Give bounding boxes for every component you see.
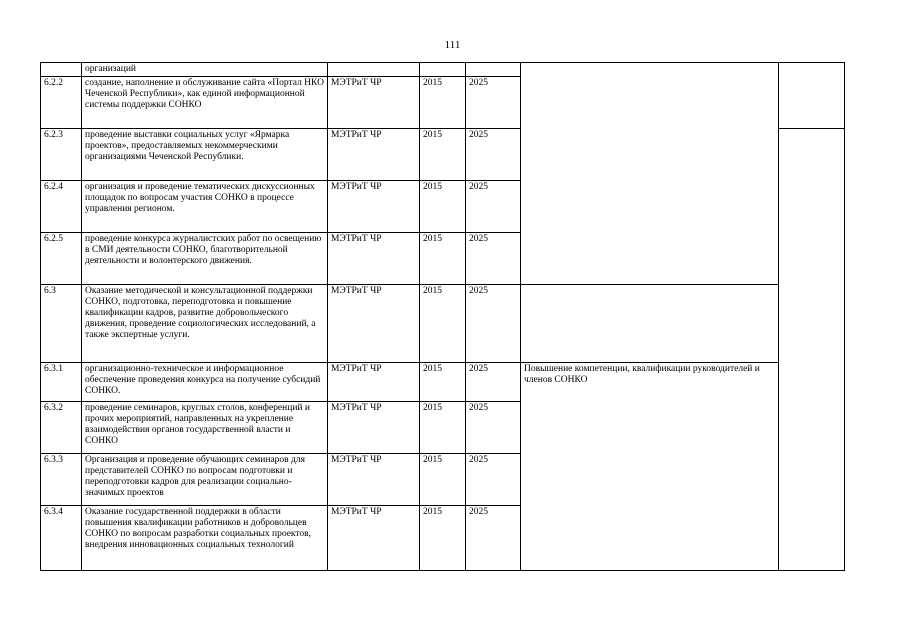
result-cell — [521, 363, 779, 571]
row-executor: МЭТРиТ ЧР — [328, 402, 420, 454]
indicator-cell — [779, 129, 845, 571]
row-description: организационно-техническое и информационное обеспечение проведения конкурса на получение субсидий СОНКО. — [82, 363, 328, 402]
row-number: 6.2.3 — [41, 129, 82, 181]
table-row — [41, 363, 845, 402]
row-end-year: 2025 — [466, 363, 521, 402]
row-description: проведение выставки социальных услуг «Ярмарка проектов», предоставляемых некоммерческими организациями Чеченской Республики. — [82, 129, 328, 181]
row-start-year: 2015 — [420, 402, 466, 454]
row-number: 6.3.4 — [41, 506, 82, 571]
row-start-year: 2015 — [420, 454, 466, 506]
table-row — [41, 63, 845, 77]
row-description: организация и проведение тематических дискуссионных площадок по вопросам участия СОНКО в процессе управления регионом. — [82, 181, 328, 233]
row-number: 6.3.3 — [41, 454, 82, 506]
row-number: 6.2.4 — [41, 181, 82, 233]
row-description: Оказание методической и консультационной поддержки СОНКО, подготовка, переподготовка и повышение квалификации кадров, развитие добровольческого движения, проведение социологических исследований, а также экспертные услуги. — [82, 285, 328, 363]
row-end-year: 2025 — [466, 454, 521, 506]
row-end-year: 2025 — [466, 77, 521, 129]
row-end-year: 2025 — [466, 506, 521, 571]
row-executor: МЭТРиТ ЧР — [328, 77, 420, 129]
result-text: Повышение компетенции, квалификации руководителей и членов СОНКО — [524, 364, 760, 385]
row-number: 6.3.1 — [41, 363, 82, 402]
row-end-year: 2025 — [466, 233, 521, 285]
row-start-year: 2015 — [420, 181, 466, 233]
row-number: 6.2.2 — [41, 77, 82, 129]
row-end-year: 2025 — [466, 402, 521, 454]
row-description: создание, наполнение и обслуживание сайта «Портал НКО Чеченской Республики», как единой информационной системы поддержки СОНКО — [82, 77, 328, 129]
row-start-year: 2015 — [420, 363, 466, 402]
row-executor: МЭТРиТ ЧР — [328, 454, 420, 506]
row-start-year: 2015 — [420, 77, 466, 129]
row-executor: МЭТРиТ ЧР — [328, 233, 420, 285]
row-executor: МЭТРиТ ЧР — [328, 363, 420, 402]
row-executor: МЭТРиТ ЧР — [328, 506, 420, 571]
row-start-year — [420, 63, 466, 77]
row-description: Организация и проведение обучающих семинаров для представителей СОНКО по вопросам подготовки и переподготовки кадров для реализации социально-значимых проектов — [82, 454, 328, 506]
row-end-year — [466, 63, 521, 77]
row-end-year: 2025 — [466, 181, 521, 233]
row-description: организаций — [82, 63, 328, 77]
activity-table — [40, 62, 845, 571]
row-executor — [328, 63, 420, 77]
page-number: 111 — [444, 39, 461, 51]
row-description: проведение конкурса журналистских работ по освещению в СМИ деятельности СОНКО, благотворительной деятельности и волонтерского движения. — [82, 233, 328, 285]
indicator-cell — [779, 63, 845, 129]
row-executor: МЭТРиТ ЧР — [328, 129, 420, 181]
row-description: проведение семинаров, круглых столов, конференций и прочих мероприятий, направленных на укрепление взаимодействия органов государственной власти и СОНКО — [82, 402, 328, 454]
result-cell — [521, 63, 779, 285]
row-executor: МЭТРиТ ЧР — [328, 285, 420, 363]
row-start-year: 2015 — [420, 506, 466, 571]
row-number — [41, 63, 82, 77]
row-number: 6.3.2 — [41, 402, 82, 454]
result-cell — [521, 285, 779, 363]
row-description: Оказание государственной поддержки в области повышения квалификации работников и добровольцев СОНКО по вопросам разработки социальных проектов, внедрения инновационных социальных технологий — [82, 506, 328, 571]
row-number: 6.3 — [41, 285, 82, 363]
table-row — [41, 285, 845, 363]
row-end-year: 2025 — [466, 129, 521, 181]
row-start-year: 2015 — [420, 285, 466, 363]
row-start-year: 2015 — [420, 129, 466, 181]
row-executor: МЭТРиТ ЧР — [328, 181, 420, 233]
row-start-year: 2015 — [420, 233, 466, 285]
row-number: 6.2.5 — [41, 233, 82, 285]
row-end-year: 2025 — [466, 285, 521, 363]
